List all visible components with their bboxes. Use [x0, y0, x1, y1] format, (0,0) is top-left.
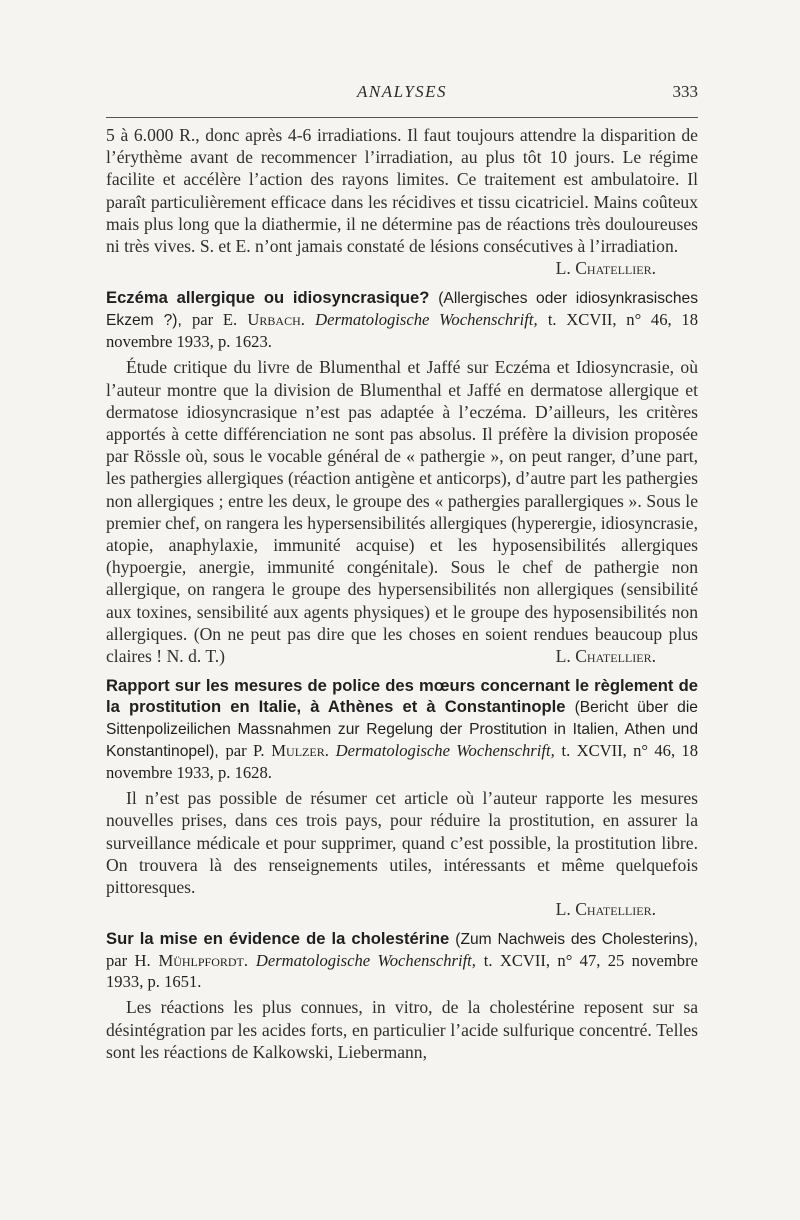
article-body: 5 à 6.000 R., donc après 4-6 irradiations. Il faut toujours attendre la disparition de l’érythème avant de recommencer l’irradiation, au plus tôt 10 jours. Le régime facilite et accélère l’action des rayons limites. Ce traitement est ambulatoire. Il paraît particulièrement efficace dans les récidives et tissu cicatriciel. Mains coûteux mais plus long que la diathermie, il ne détermine pas de réactions très douloureuses ni très vives. S. et E. n’ont jamais constaté de lésions consécutives à l’irradiation. — [106, 125, 698, 257]
article-subtitle: (Zum Nachweis des Cholesterins), — [455, 931, 698, 949]
running-title: ANALYSES — [356, 82, 448, 101]
article-body: Les réactions les plus connues, in vitro, de la cholestérine reposent sur sa désintégration par les acides forts, en particulier l’acide sulfurique concentré. Telles sont les réactions de Kalkowski, Liebermann, — [106, 997, 698, 1062]
article-title: Sur la mise en évidence de la cholestérine — [106, 929, 450, 949]
page-number: 333 — [672, 82, 698, 101]
signature-text: L. Chatellier. — [555, 899, 656, 920]
article-body: Il n’est pas possible de résumer cet article où l’auteur rapporte les mesures nouvelles prises, dans ces trois pays, pour réduire la prostitution, en assurer la surveillance médicale et pour supprimer, quand c’est possible, la prostitution libre. On trouvera là des renseignements utiles, intéressants et même quelquefois pittoresques. — [106, 788, 698, 898]
article-title: Eczéma allergique ou idiosyncrasique? — [106, 288, 430, 308]
article-heading — [106, 928, 698, 992]
article-body-text: Étude critique du livre de Blumenthal et Jaffé sur Eczéma et Idiosyncrasie, où l’auteur montre que la division de Blumenthal et Jaffé en dermatose allergique et dermatose idiosyncrasique n’est pas adaptée à l’eczéma. D’ailleurs, les critères apportés à cette différenciation ne sont pas absolus. Il préfère la division proposée par Rössle où, sous le vocable général de « pathergie », on peut ranger, d’une part, les pathergies allergiques (réaction antigène et anticorps), d’autre part les pathergies non allergiques ; entre les deux, le groupe des « pathergies parallergiques ». Sous le premier chef, on rangera les hypersensibilités allergiques (hyperergie, idiosyncrasie, atopie, anaphylaxie, immunité acquise) et les hyposensibilités allergiques (hypoergie, anergie, immunité congénitale). Sous le chef de pathergie non allergique, on rangera le groupe des hypersensibilités non allergiques (sensibilité aux toxines, sensibilité aux agents physiques) et le groupe des hyposensibilités non allergiques. (On ne peut pas dire que les choses en soient rendues beaucoup plus claires ! N. d. T.) — [106, 357, 698, 667]
citation-prefix: par P. — [225, 741, 265, 761]
citation-details: t. XCVII, n° 46, 18 novembre 1933, p. 1628. — [106, 741, 698, 783]
author-name: Mulzer. — [271, 741, 329, 761]
author-name: Mühlpfordt. — [158, 951, 249, 971]
citation-prefix: par E. — [191, 310, 238, 330]
article-body — [106, 356, 698, 667]
journal-name: Dermatologische Wochenschrift, — [255, 951, 476, 971]
article-subtitle: (Bericht über die Sittenpolizeilichen Massnahmen zur Regelung der Prostitution in Italien, Athen und Konstantinopel), — [106, 699, 698, 761]
journal-name: Dermatologische Wochenschrift, — [315, 310, 538, 330]
article-heading — [106, 287, 698, 352]
author-name: Urbach. — [247, 310, 305, 330]
article-title: Rapport sur les mesures de police des mœurs concernant le règlement de la prostitution en Italie, à Athènes et à Constantinople — [106, 676, 698, 717]
signature-text: L. Chatellier. — [555, 258, 656, 279]
citation-details: t. XCVII, n° 47, 25 novembre 1933, p. 1651. — [106, 951, 698, 992]
citation-prefix: par H. — [106, 951, 151, 971]
article-cholesterine — [106, 928, 698, 1063]
signature-text: L. Chatellier. — [555, 646, 656, 667]
signature — [106, 257, 698, 279]
citation-details: t. XCVII, n° 46, 18 novembre 1933, p. 1623. — [106, 310, 699, 352]
article-prostitution — [106, 675, 698, 920]
signature — [106, 898, 698, 920]
page-content — [106, 124, 698, 1063]
article-continuation — [106, 124, 698, 279]
article-subtitle: (Allergisches oder idiosynkrasisches Ekzem ?), — [106, 290, 698, 330]
journal-name: Dermatologische Wochenschrift, — [335, 741, 555, 761]
article-eczema — [106, 287, 698, 667]
header-rule — [106, 117, 698, 118]
article-heading — [106, 675, 698, 783]
running-head — [106, 82, 698, 106]
